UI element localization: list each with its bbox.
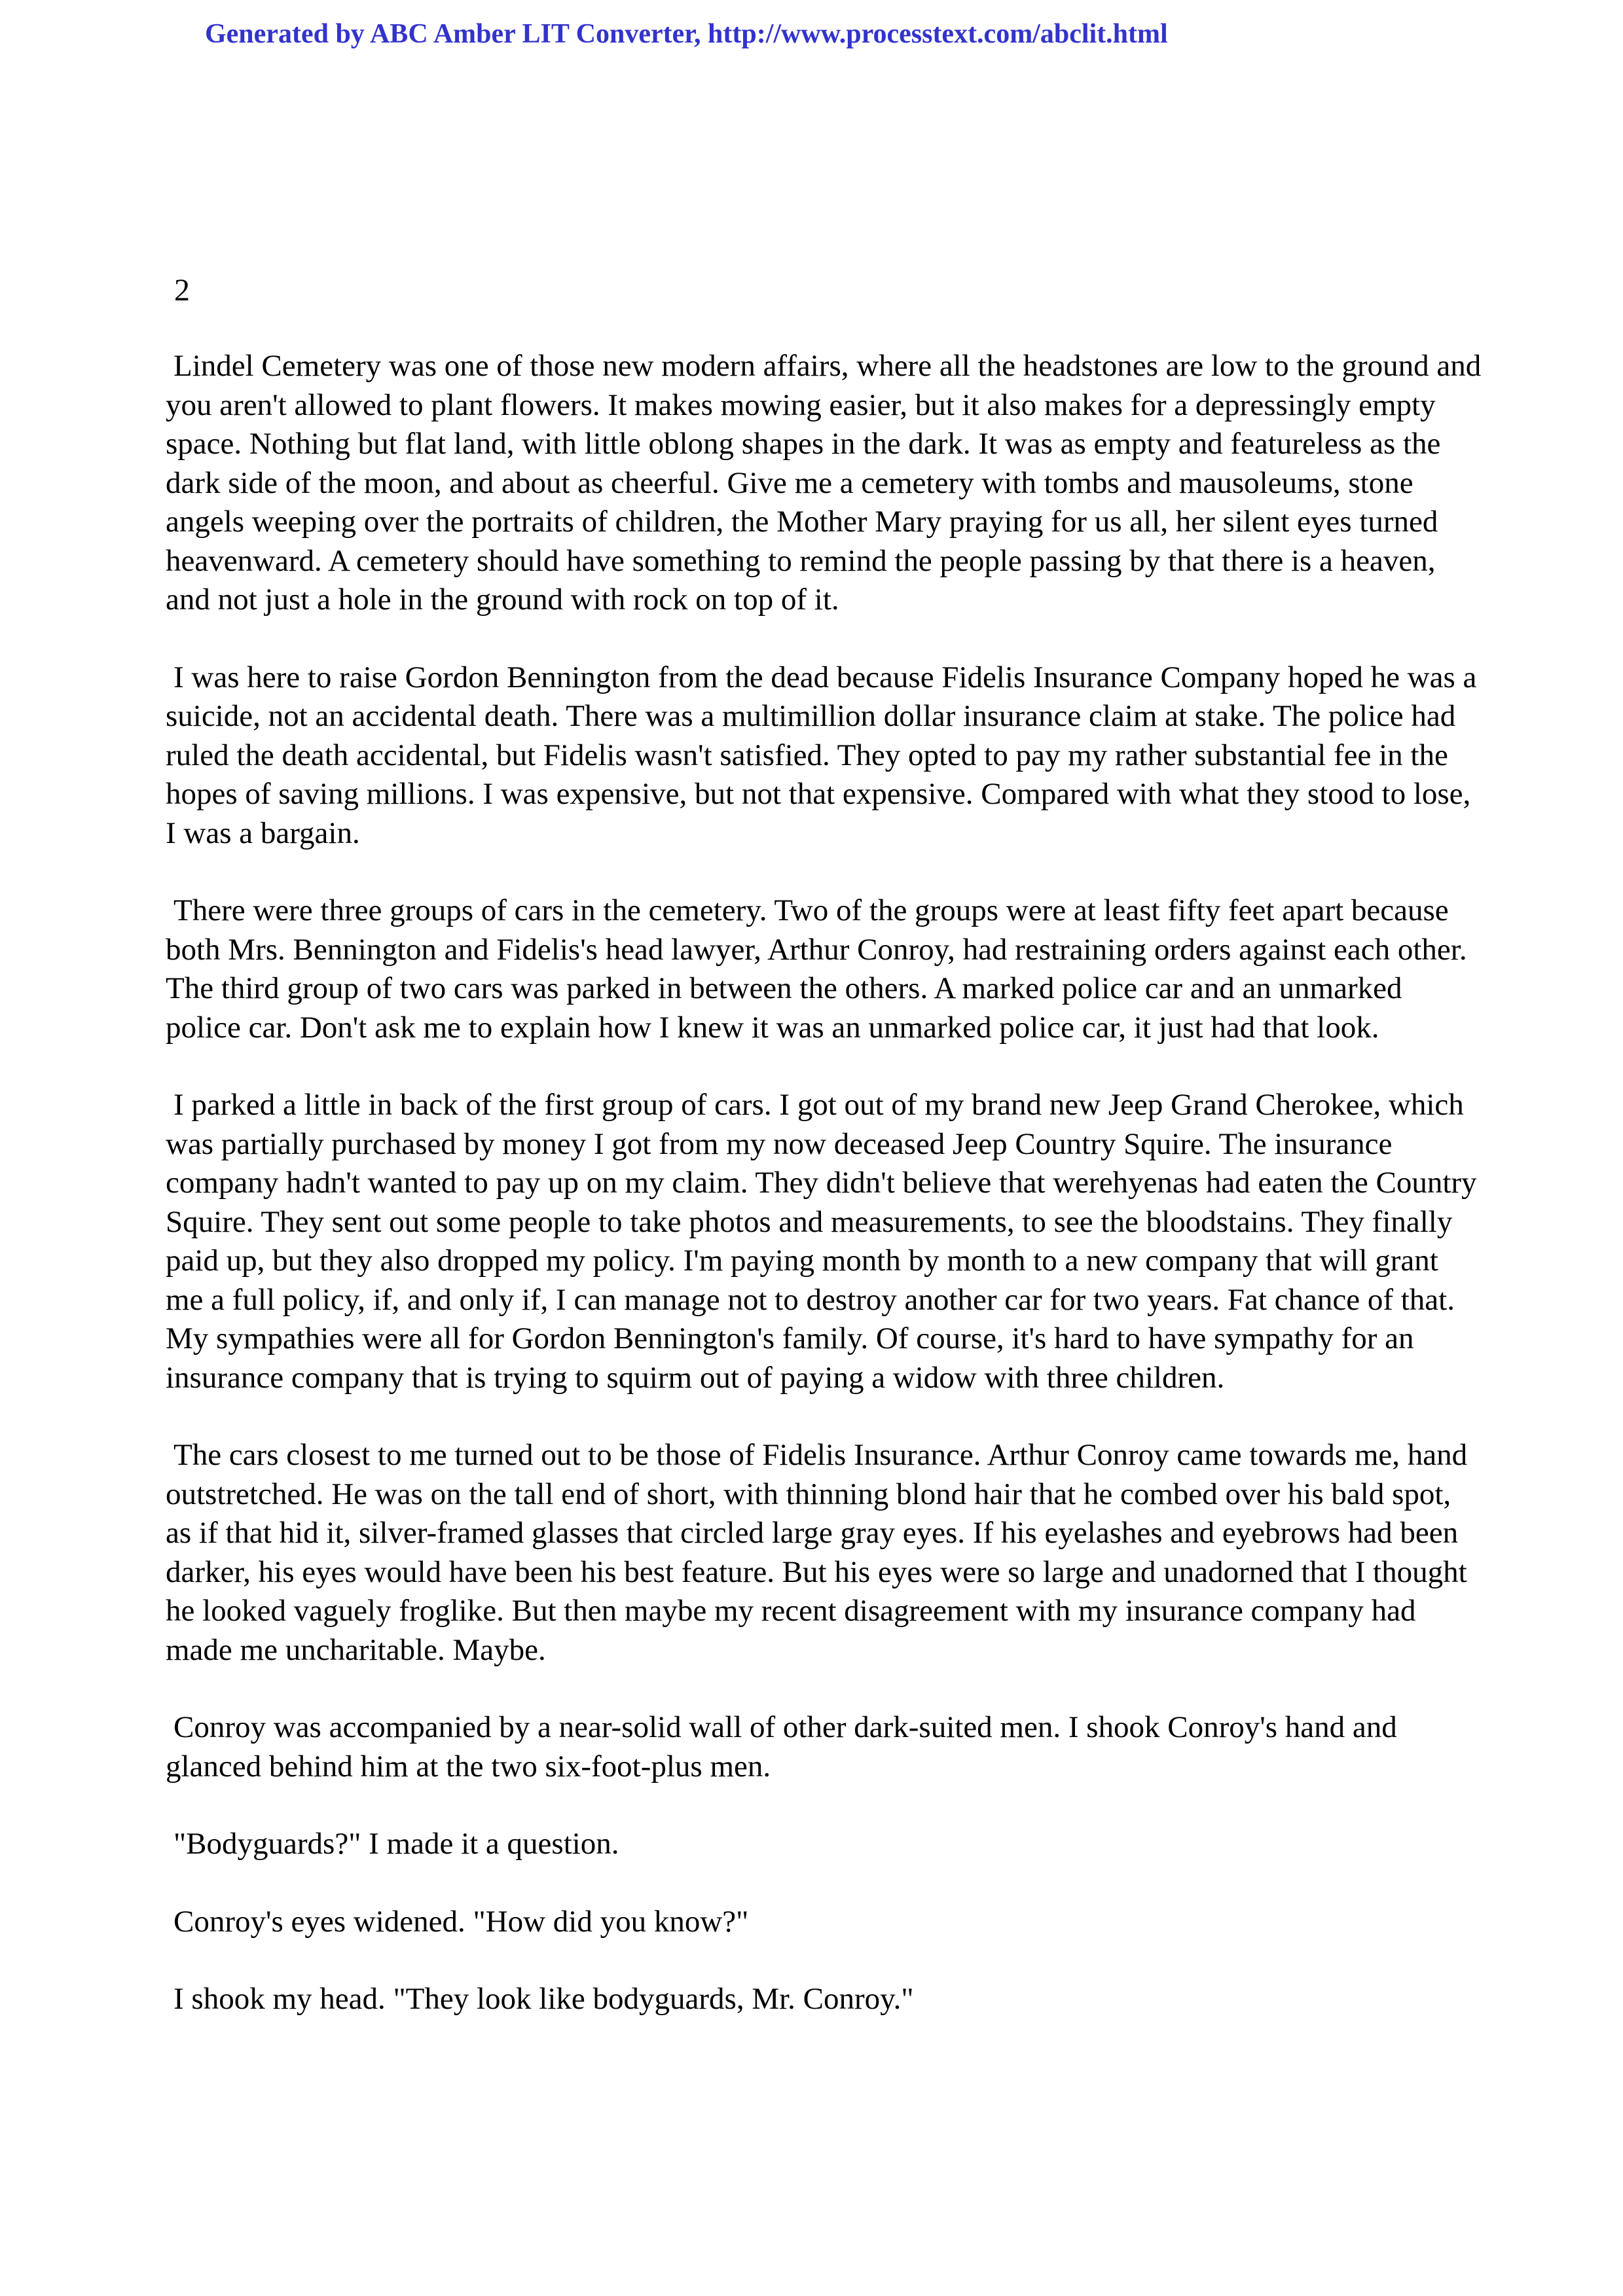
- converter-banner: Generated by ABC Amber LIT Converter, http://www.processtext.com/abclit.html: [205, 19, 1168, 49]
- paragraph: The cars closest to me turned out to be those of Fidelis Insurance. Arthur Conroy came towards me, hand outstretched. He was on the tall end of short, with thinning blond hair that he combed over his bald spot, as if that hid it, silver-framed glasses that circled large gray eyes. If his eyelashes and eyebrows had been darker, his eyes would have been his best feature. But his eyes were so large and unadorned that I thought he looked vaguely froglike. But then maybe my recent disagreement with my insurance company had made me uncharitable. Maybe.: [166, 1438, 1468, 1667]
- paragraph: I shook my head. "They look like bodyguards, Mr. Conroy.": [173, 1982, 914, 2016]
- paragraph: Conroy's eyes widened. "How did you know?": [173, 1904, 749, 1939]
- paragraph: I parked a little in back of the first group of cars. I got out of my brand new Jeep Grand Cherokee, which was partially purchased by money I got from my now deceased Jeep Country Squire. The insurance company hadn't wanted to pay up on my claim. They didn't believe that werehyenas had eaten the Country Squire. They sent out some people to take photos and measurements, to see the bloodstains. They finally paid up, but they also dropped my policy. I'm paying month by month to a new company that will grant me a full policy, if, and only if, I can manage not to destroy another car for two years. Fat chance of that. My sympathies were all for Gordon Bennington's family. Of course, it's hard to have sympathy for an insurance company that is trying to squirm out of paying a widow with three children.: [166, 1088, 1477, 1395]
- paragraph: "Bodyguards?" I made it a question.: [173, 1827, 619, 1861]
- page-body: [166, 347, 1482, 2058]
- paragraph: There were three groups of cars in the cemetery. Two of the groups were at least fifty feet apart because both Mrs. Bennington and Fidelis's head lawyer, Arthur Conroy, had restraining orders against each other. The third group of two cars was parked in between the others. A marked police car and an unmarked police car. Don't ask me to explain how I knew it was an unmarked police car, it just had that look.: [166, 893, 1467, 1045]
- paragraph: I was here to raise Gordon Bennington from the dead because Fidelis Insurance Company hoped he was a suicide, not an accidental death. There was a multimillion dollar insurance claim at stake. The police had ruled the death accidental, but Fidelis wasn't satisfied. They opted to pay my rather substantial fee in the hopes of saving millions. I was expensive, but not that expensive. Compared with what they stood to lose, I was a bargain.: [166, 660, 1477, 850]
- paragraph: Lindel Cemetery was one of those new modern affairs, where all the headstones are low to the ground and you aren't allowed to plant flowers. It makes mowing easier, but it also makes for a depressingly empty space. Nothing but flat land, with little oblong shapes in the dark. It was as empty and featureless as the dark side of the moon, and about as cheerful. Give me a cemetery with tombs and mausoleums, stone angels weeping over the portraits of children, the Mother Mary praying for us all, her silent eyes turned heavenward. A cemetery should have something to remind the people passing by that there is a heaven, and not just a hole in the ground with rock on top of it.: [166, 349, 1482, 617]
- chapter-number: 2: [174, 273, 190, 308]
- paragraph: Conroy was accompanied by a near-solid wall of other dark-suited men. I shook Conroy's hand and glanced behind him at the two six-foot-plus men.: [166, 1710, 1397, 1784]
